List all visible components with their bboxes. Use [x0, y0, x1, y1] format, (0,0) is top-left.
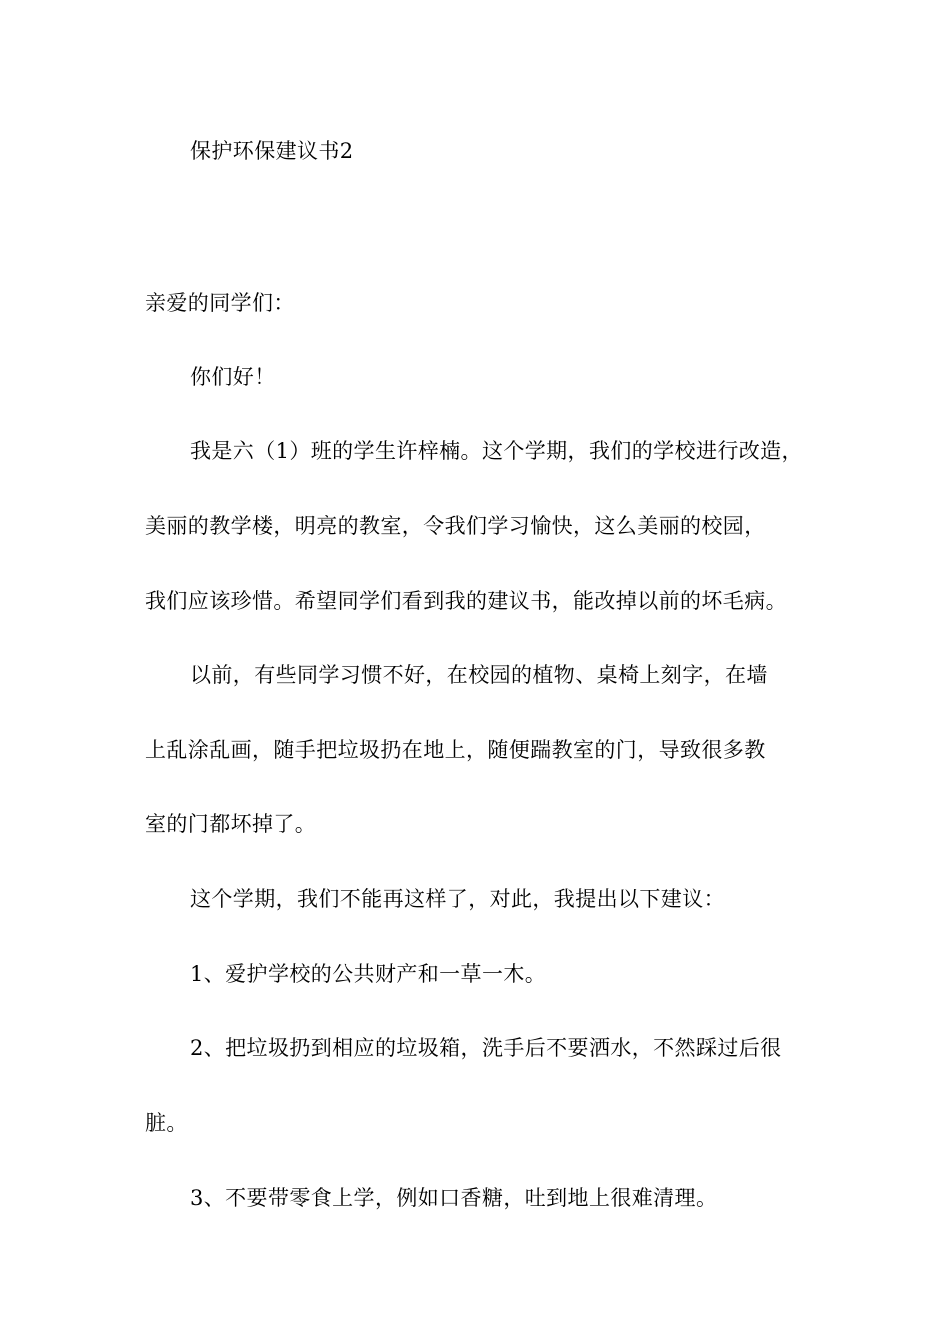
- paragraph-line: 以前，有些同学习惯不好，在校园的植物、桌椅上刻字，在墙: [190, 663, 768, 687]
- document-title: 保护环保建议书2: [190, 139, 354, 163]
- greeting: 你们好！: [190, 365, 276, 389]
- salutation: 亲爱的同学们：: [145, 291, 295, 315]
- suggestion-item: 1、爱护学校的公共财产和一草一木。: [190, 962, 547, 986]
- paragraph-line: 上乱涂乱画，随手把垃圾扔在地上，随便踹教室的门，导致很多教: [145, 738, 766, 762]
- suggestion-item: 3、不要带零食上学，例如口香糖，吐到地上很难清理。: [190, 1186, 718, 1210]
- paragraph-line: 这个学期，我们不能再这样了，对此，我提出以下建议：: [190, 887, 725, 911]
- paragraph-line: 我们应该珍惜。希望同学们看到我的建议书，能改掉以前的坏毛病。: [145, 589, 787, 613]
- paragraph-line: 室的门都坏掉了。: [145, 812, 317, 836]
- suggestion-item-continued: 脏。: [145, 1111, 188, 1135]
- suggestion-item: 2、把垃圾扔到相应的垃圾箱，洗手后不要洒水，不然踩过后很: [190, 1036, 782, 1060]
- paragraph-line: 我是六（1）班的学生许梓楠。这个学期，我们的学校进行改造，: [190, 439, 803, 463]
- paragraph-line: 美丽的教学楼，明亮的教室，令我们学习愉快，这么美丽的校园，: [145, 514, 766, 538]
